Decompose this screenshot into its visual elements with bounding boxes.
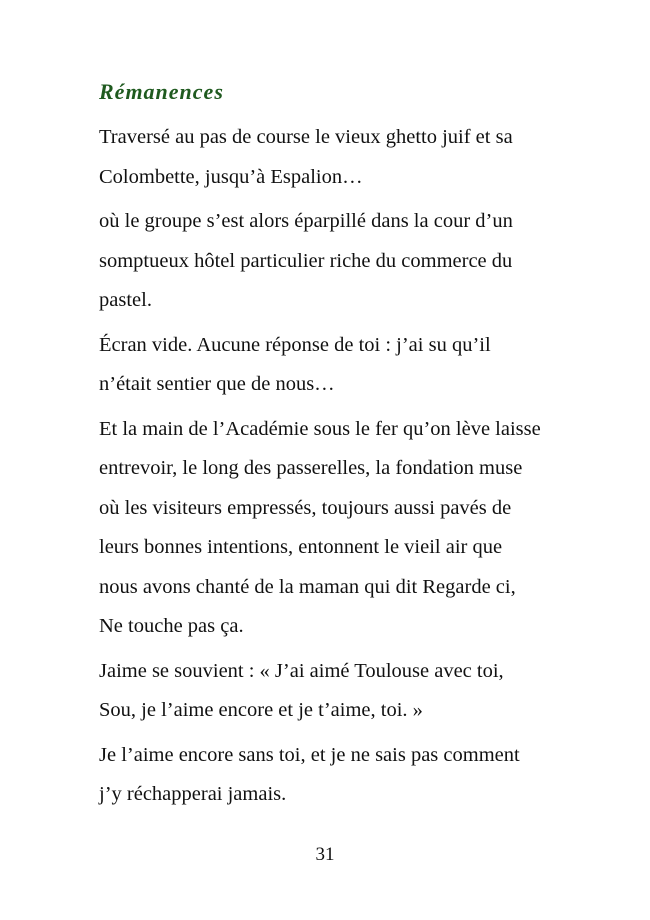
paragraph-1 [99, 118, 589, 197]
text-line: Traversé au pas de course le vieux ghetto juif et sa [99, 126, 513, 148]
text-line: pastel. [99, 289, 152, 311]
text-line: où le groupe s’est alors éparpillé dans la cour d’un [99, 210, 513, 232]
text-line: somptueux hôtel particulier riche du commerce du [99, 249, 513, 272]
text-line: Ne touche pas ça. [99, 615, 244, 637]
text-line: Écran vide. Aucune réponse de toi : j’ai su qu’il [99, 333, 491, 356]
poem-title: Rémanences [99, 79, 224, 104]
poem-body [99, 118, 589, 820]
text-line: leurs bonnes intentions, entonnent le vieil air que [99, 536, 503, 558]
text-line: Je l’aime encore sans toi, et je ne sais pas comment [99, 743, 520, 766]
paragraph-2 [99, 202, 589, 321]
text-line: Sou, je l’aime encore et je t’aime, toi. » [99, 699, 423, 721]
paragraph-5 [99, 652, 589, 731]
text-line: Jaime se souvient : « J’ai aimé Toulouse avec toi, [99, 659, 504, 682]
page-number: 31 [315, 844, 335, 865]
paragraph-4 [99, 410, 589, 647]
text-line: où les visiteurs empressés, toujours aussi pavés de [99, 496, 512, 519]
text-line: Et la main de l’Académie sous le fer qu’on lève laisse [99, 417, 541, 440]
paragraph-3 [99, 326, 589, 405]
text-line: n’était sentier que de nous… [99, 373, 335, 395]
text-line: j’y réchapperai jamais. [99, 783, 287, 805]
paragraph-6 [99, 736, 589, 815]
text-line: nous avons chanté de la maman qui dit Regarde ci, [99, 575, 516, 598]
text-line: Colombette, jusqu’à Espalion… [99, 165, 363, 188]
text-line: entrevoir, le long des passerelles, la fondation muse [99, 457, 523, 479]
